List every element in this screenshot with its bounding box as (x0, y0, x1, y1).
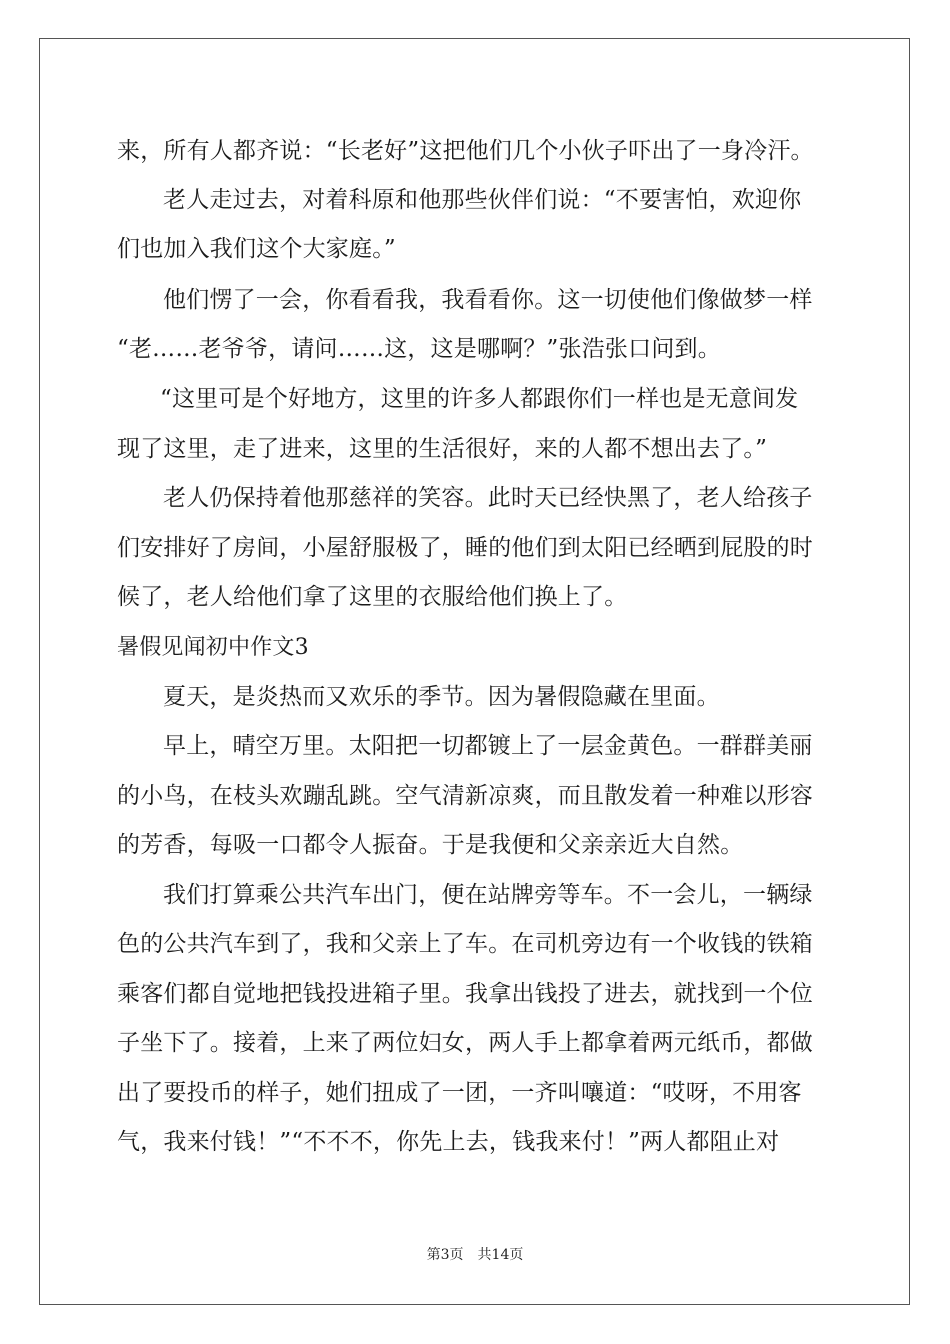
text-line: 现了这里，走了进来，这里的生活很好，来的人都不想出去了。” (117, 436, 768, 462)
text-line: 候了，老人给他们拿了这里的衣服给他们换上了。 (117, 584, 628, 610)
page-number: 第3页 (426, 1247, 464, 1263)
text-line: 夏天，是炎热而又欢乐的季节。因为暑假隐藏在里面。 (163, 684, 720, 710)
text-line: 我们打算乘公共汽车出门，便在站牌旁等车。不一会儿，一辆绿 (163, 882, 813, 908)
page-footer (0, 1245, 950, 1265)
page-border (39, 38, 910, 1305)
text-line: 们安排好了房间，小屋舒服极了，睡的他们到太阳已经晒到屁股的时 (117, 535, 813, 561)
text-line: 他们愣了一会，你看看我，我看看你。这一切使他们像做梦一样 (163, 287, 813, 313)
text-line: 老人仍保持着他那慈祥的笑容。此时天已经快黑了，老人给孩子 (163, 485, 813, 511)
section-heading: 暑假见闻初中作文3 (117, 635, 309, 660)
text-line: 子坐下了。接着，上来了两位妇女，两人手上都拿着两元纸币，都做 (117, 1030, 813, 1056)
text-line: 的芳香，每吸一口都令人振奋。于是我便和父亲亲近大自然。 (117, 832, 744, 858)
text-line: 气，我来付钱！”“不不不，你先上去，钱我来付！”两人都阻止对 (117, 1129, 780, 1155)
text-line: “老……老爷爷，请问……这，这是哪啊？”张浩张口问到。 (117, 336, 721, 362)
text-line: 的小鸟，在枝头欢蹦乱跳。空气清新凉爽，而且散发着一种难以形容 (117, 783, 813, 809)
text-line: 乘客们都自觉地把钱投进箱子里。我拿出钱投了进去，就找到一个位 (117, 981, 813, 1007)
text-line: 出了要投币的样子，她们扭成了一团，一齐叫嚷道：“哎呀，不用客 (117, 1080, 802, 1106)
text-line: 老人走过去，对着科原和他那些伙伴们说：“不要害怕，欢迎你 (163, 187, 802, 213)
text-line: 们也加入我们这个大家庭。” (117, 236, 396, 262)
text-line: 来，所有人都齐说：“长老好”这把他们几个小伙子吓出了一身冷汗。 (117, 138, 814, 164)
text-line: 色的公共汽车到了，我和父亲上了车。在司机旁边有一个收钱的铁箱 (117, 931, 813, 957)
text-line: “这里可是个好地方，这里的许多人都跟你们一样也是无意间发 (160, 386, 799, 412)
text-line: 早上，晴空万里。太阳把一切都镀上了一层金黄色。一群群美丽 (163, 733, 813, 759)
page-total: 共14页 (477, 1247, 524, 1263)
